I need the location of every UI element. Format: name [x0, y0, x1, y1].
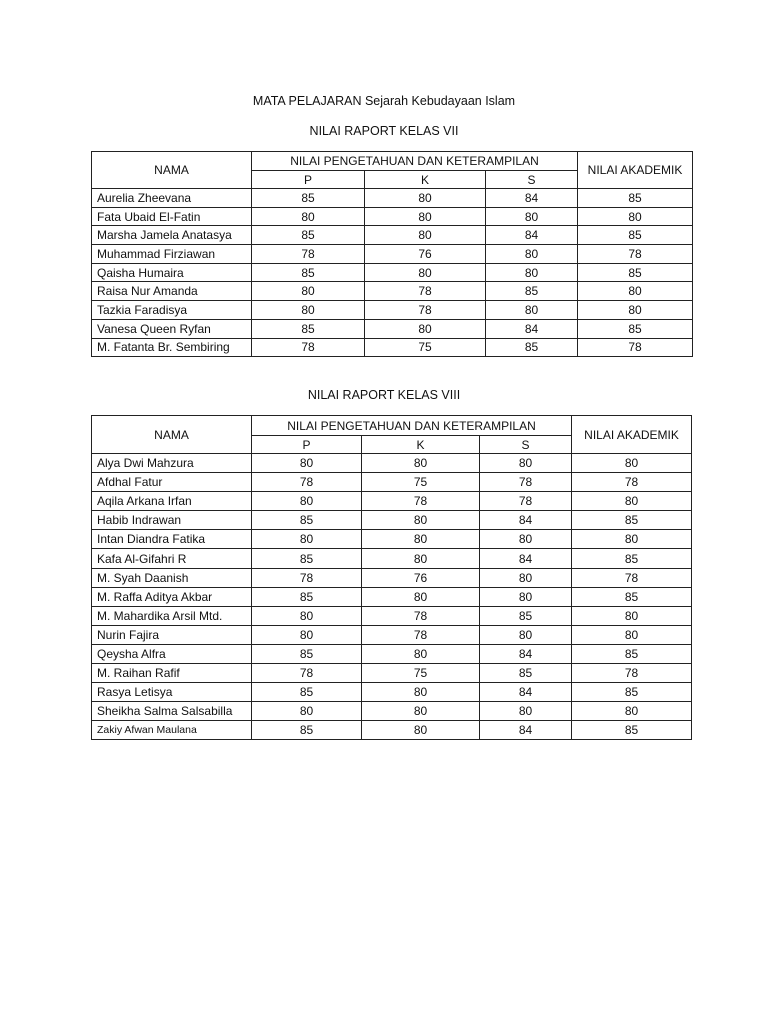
academic-score-cell: 85 [578, 226, 693, 245]
table-row [92, 473, 692, 492]
table-row [92, 644, 692, 663]
s-score-cell: 80 [480, 454, 572, 473]
s-score-cell: 84 [480, 511, 572, 530]
s-score-cell: 80 [486, 245, 578, 264]
p-score-cell: 78 [252, 568, 362, 587]
p-score-cell: 78 [252, 664, 362, 683]
academic-score-cell: 78 [572, 664, 692, 683]
p-score-cell: 85 [252, 226, 365, 245]
s-score-cell: 85 [480, 664, 572, 683]
table-row [92, 568, 692, 587]
student-name-cell: M. Syah Daanish [92, 568, 252, 587]
k-score-cell: 80 [362, 454, 480, 473]
s-score-cell: 80 [480, 530, 572, 549]
student-name-cell: M. Raffa Aditya Akbar [92, 587, 252, 606]
student-name-cell: Fata Ubaid El-Fatin [92, 207, 252, 226]
k-score-cell: 80 [365, 207, 486, 226]
k-score-cell: 78 [365, 301, 486, 320]
table-row [92, 226, 693, 245]
student-name-cell: M. Mahardika Arsil Mtd. [92, 606, 252, 625]
table-row [92, 587, 692, 606]
p-score-cell: 78 [252, 338, 365, 357]
s-score-cell: 78 [480, 492, 572, 511]
academic-score-cell: 80 [572, 702, 692, 721]
p-score-cell: 80 [252, 492, 362, 511]
p-score-cell: 85 [252, 189, 365, 208]
s-score-cell: 80 [486, 263, 578, 282]
s-score-cell: 84 [480, 644, 572, 663]
k-score-cell: 80 [362, 721, 480, 740]
subject-title: MATA PELAJARAN Sejarah Kebudayaan Islam [252, 94, 516, 108]
table-row [92, 207, 693, 226]
k-score-cell: 80 [362, 530, 480, 549]
student-name-cell: M. Fatanta Br. Sembiring [92, 338, 252, 357]
p-score-cell: 85 [252, 587, 362, 606]
s-score-cell: 85 [480, 606, 572, 625]
table-title-kelas-viii: NILAI RAPORT KELAS VIII [307, 388, 461, 402]
k-score-cell: 76 [362, 568, 480, 587]
academic-score-cell: 85 [572, 683, 692, 702]
academic-score-cell: 80 [578, 282, 693, 301]
p-score-cell: 80 [252, 454, 362, 473]
header-s: S [480, 436, 572, 454]
student-name-cell: Intan Diandra Fatika [92, 530, 252, 549]
student-name-cell: Raisa Nur Amanda [92, 282, 252, 301]
k-score-cell: 76 [365, 245, 486, 264]
table-row [92, 702, 692, 721]
academic-score-cell: 78 [578, 245, 693, 264]
s-score-cell: 80 [480, 587, 572, 606]
table-row [92, 245, 693, 264]
student-name-cell: Rasya Letisya [92, 683, 252, 702]
k-score-cell: 78 [362, 625, 480, 644]
academic-score-cell: 78 [578, 338, 693, 357]
header-academic-score: NILAI AKADEMIK [578, 152, 693, 189]
k-score-cell: 75 [362, 473, 480, 492]
p-score-cell: 80 [252, 530, 362, 549]
s-score-cell: 84 [486, 226, 578, 245]
academic-score-cell: 80 [572, 454, 692, 473]
academic-score-cell: 78 [572, 473, 692, 492]
p-score-cell: 85 [252, 683, 362, 702]
s-score-cell: 84 [486, 189, 578, 208]
table-title-kelas-vii: NILAI RAPORT KELAS VII [309, 124, 459, 138]
student-name-cell: Alya Dwi Mahzura [92, 454, 252, 473]
s-score-cell: 80 [480, 568, 572, 587]
s-score-cell: 80 [480, 625, 572, 644]
s-score-cell: 84 [480, 683, 572, 702]
p-score-cell: 80 [252, 301, 365, 320]
p-score-cell: 85 [252, 263, 365, 282]
academic-score-cell: 85 [578, 319, 693, 338]
k-score-cell: 80 [362, 702, 480, 721]
s-score-cell: 85 [486, 338, 578, 357]
k-score-cell: 78 [362, 606, 480, 625]
k-score-cell: 80 [362, 511, 480, 530]
grades-table-kelas-vii [91, 151, 693, 357]
academic-score-cell: 85 [572, 587, 692, 606]
p-score-cell: 85 [252, 549, 362, 568]
table-row [92, 492, 692, 511]
student-name-cell: Qaisha Humaira [92, 263, 252, 282]
student-name-cell: Habib Indrawan [92, 511, 252, 530]
p-score-cell: 85 [252, 721, 362, 740]
academic-score-cell: 85 [572, 721, 692, 740]
k-score-cell: 80 [362, 587, 480, 606]
table-row [92, 721, 692, 740]
k-score-cell: 75 [365, 338, 486, 357]
k-score-cell: 75 [362, 664, 480, 683]
s-score-cell: 84 [480, 721, 572, 740]
academic-score-cell: 78 [572, 568, 692, 587]
s-score-cell: 85 [486, 282, 578, 301]
student-name-cell: Afdhal Fatur [92, 473, 252, 492]
s-score-cell: 78 [480, 473, 572, 492]
academic-score-cell: 85 [572, 644, 692, 663]
grades-table-kelas-viii [91, 415, 692, 740]
table-row [92, 549, 692, 568]
table-row [92, 664, 692, 683]
p-score-cell: 85 [252, 511, 362, 530]
academic-score-cell: 80 [578, 207, 693, 226]
p-score-cell: 80 [252, 606, 362, 625]
student-name-cell: Kafa Al-Gifahri R [92, 549, 252, 568]
header-k: K [362, 436, 480, 454]
academic-score-cell: 80 [572, 530, 692, 549]
student-name-cell: Sheikha Salma Salsabilla [92, 702, 252, 721]
header-s: S [486, 171, 578, 189]
header-knowledge-skill-group: NILAI PENGETAHUAN DAN KETERAMPILAN [252, 152, 578, 171]
header-nama: NAMA [92, 416, 252, 454]
academic-score-cell: 80 [572, 606, 692, 625]
student-name-cell: Tazkia Faradisya [92, 301, 252, 320]
table-row [92, 511, 692, 530]
student-name-cell: Nurin Fajira [92, 625, 252, 644]
p-score-cell: 80 [252, 282, 365, 301]
p-score-cell: 80 [252, 625, 362, 644]
k-score-cell: 80 [362, 549, 480, 568]
table-row [92, 338, 693, 357]
s-score-cell: 80 [480, 702, 572, 721]
academic-score-cell: 80 [578, 301, 693, 320]
student-name-cell: Zakiy Afwan Maulana [92, 721, 252, 740]
k-score-cell: 80 [365, 319, 486, 338]
academic-score-cell: 85 [578, 189, 693, 208]
student-name-cell: Aqila Arkana Irfan [92, 492, 252, 511]
s-score-cell: 80 [486, 301, 578, 320]
student-name-cell: M. Raihan Rafif [92, 664, 252, 683]
p-score-cell: 80 [252, 207, 365, 226]
s-score-cell: 84 [480, 549, 572, 568]
student-name-cell: Vanesa Queen Ryfan [92, 319, 252, 338]
academic-score-cell: 85 [572, 511, 692, 530]
header-k: K [365, 171, 486, 189]
table-row [92, 189, 693, 208]
header-knowledge-skill-group: NILAI PENGETAHUAN DAN KETERAMPILAN [252, 416, 572, 436]
k-score-cell: 78 [362, 492, 480, 511]
academic-score-cell: 80 [572, 492, 692, 511]
s-score-cell: 84 [486, 319, 578, 338]
student-name-cell: Muhammad Firziawan [92, 245, 252, 264]
table-row [92, 625, 692, 644]
table-row [92, 301, 693, 320]
student-name-cell: Marsha Jamela Anatasya [92, 226, 252, 245]
table-row [92, 683, 692, 702]
academic-score-cell: 85 [572, 549, 692, 568]
p-score-cell: 78 [252, 473, 362, 492]
k-score-cell: 80 [362, 683, 480, 702]
p-score-cell: 85 [252, 319, 365, 338]
table-row [92, 263, 693, 282]
table-row [92, 606, 692, 625]
p-score-cell: 80 [252, 702, 362, 721]
header-p: P [252, 171, 365, 189]
header-academic-score: NILAI AKADEMIK [572, 416, 692, 454]
student-name-cell: Aurelia Zheevana [92, 189, 252, 208]
k-score-cell: 80 [365, 226, 486, 245]
k-score-cell: 78 [365, 282, 486, 301]
p-score-cell: 78 [252, 245, 365, 264]
header-p: P [252, 436, 362, 454]
table-row [92, 282, 693, 301]
header-nama: NAMA [92, 152, 252, 189]
table-row [92, 319, 693, 338]
academic-score-cell: 80 [572, 625, 692, 644]
k-score-cell: 80 [362, 644, 480, 663]
s-score-cell: 80 [486, 207, 578, 226]
table-row [92, 530, 692, 549]
p-score-cell: 85 [252, 644, 362, 663]
student-name-cell: Qeysha Alfra [92, 644, 252, 663]
k-score-cell: 80 [365, 263, 486, 282]
k-score-cell: 80 [365, 189, 486, 208]
table-row [92, 454, 692, 473]
academic-score-cell: 85 [578, 263, 693, 282]
